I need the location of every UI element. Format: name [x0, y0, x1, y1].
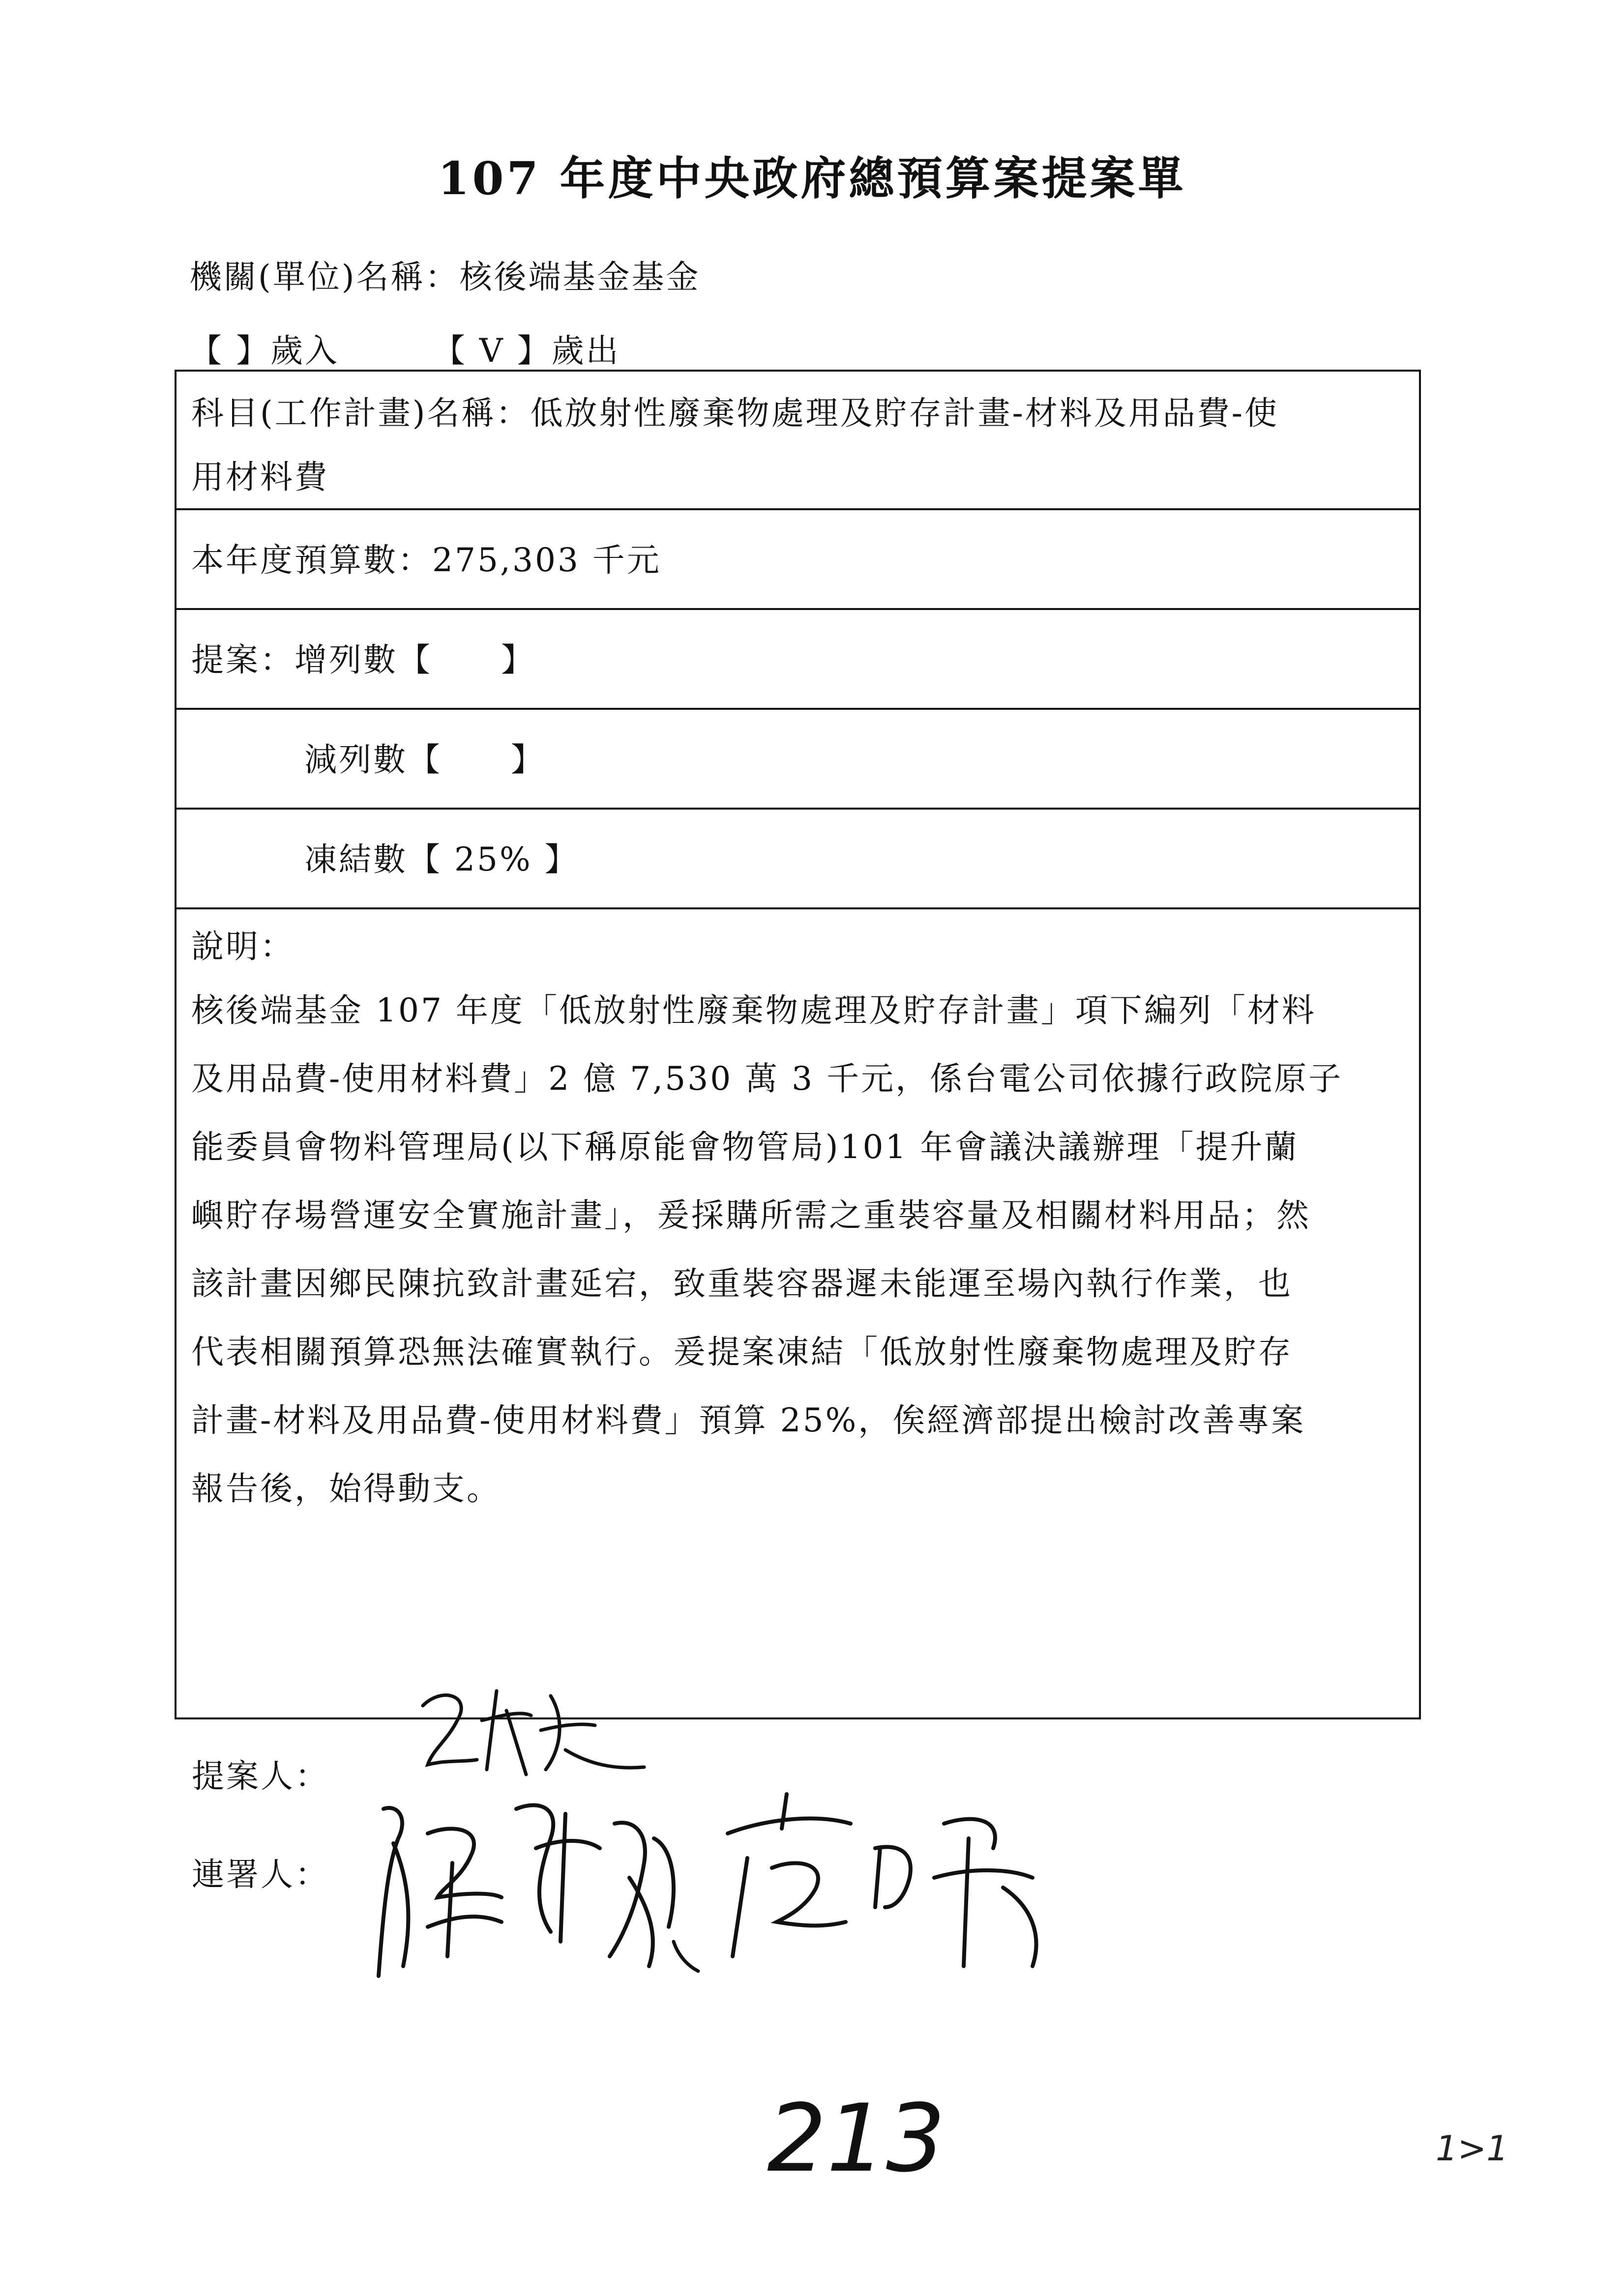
page-title: 107 年度中央政府總預算案提案單 — [438, 152, 1186, 205]
agency-line — [189, 251, 701, 297]
explanation-line: 計畫-材料及用品費-使用材料費」預算 25%，俟經濟部提出檢討改善專案 — [191, 1401, 1306, 1439]
explanation-line: 嶼貯存場營運安全實施計畫」，爰採購所需之重裝容量及相關材料用品；然 — [191, 1196, 1311, 1234]
budget-row — [177, 510, 1419, 610]
type-expense-checkbox: 【 V 】歲出 — [432, 332, 620, 370]
explanation-line: 報告後，始得動支。 — [191, 1470, 501, 1508]
cosigner-label: 連署人： — [192, 1856, 329, 1893]
decrease-row — [177, 710, 1419, 810]
proposal-form-table — [175, 370, 1421, 1719]
budget-type-row — [189, 324, 620, 371]
explanation-line: 該計畫因鄉民陳抗致計畫延宕，致重裝容器遲未能運至場內執行作業，也 — [191, 1265, 1293, 1303]
proposer-label: 提案人： — [192, 1757, 329, 1795]
explanation-body — [191, 976, 1399, 1523]
decrease-amount: 減列數【 】 — [304, 741, 545, 779]
explanation-line: 代表相關預算恐無法確實執行。爰提案凍結「低放射性廢棄物處理及貯存 — [191, 1333, 1293, 1371]
page-number: 213 — [767, 2084, 945, 2193]
budget-amount: 本年度預算數：275,303 千元 — [191, 541, 661, 579]
subject-line-1: 科目(工作計畫)名稱：低放射性廢棄物處理及貯存計畫-材料及用品費-使 — [191, 394, 1279, 432]
freeze-row — [177, 810, 1419, 909]
explanation-section — [191, 917, 1399, 1523]
corner-mark: 1>1 — [1436, 2128, 1508, 2169]
agency-value: 核後端基金基金 — [459, 258, 701, 296]
subject-row — [177, 372, 1419, 510]
increase-amount: 提案：增列數【 】 — [191, 641, 535, 679]
explanation-label: 說明： — [191, 928, 295, 965]
explanation-line: 及用品費-使用材料費」2 億 7,530 萬 3 千元，係台電公司依據行政院原子 — [191, 1060, 1343, 1098]
type-income-checkbox: 【 】歲入 — [189, 332, 339, 370]
cosigner-signatures — [354, 1779, 1101, 1991]
explanation-line: 核後端基金 107 年度「低放射性廢棄物處理及貯存計畫」項下編列「材料 — [191, 991, 1316, 1029]
explanation-line: 能委員會物料管理局(以下稱原能會物管局)101 年會議決議辦理「提升蘭 — [191, 1128, 1299, 1166]
agency-label: 機關(單位)名稱： — [189, 258, 460, 296]
subject-line-2: 用材料費 — [191, 458, 329, 496]
increase-row — [177, 610, 1419, 710]
freeze-amount: 凍結數【 25% 】 — [304, 841, 579, 878]
